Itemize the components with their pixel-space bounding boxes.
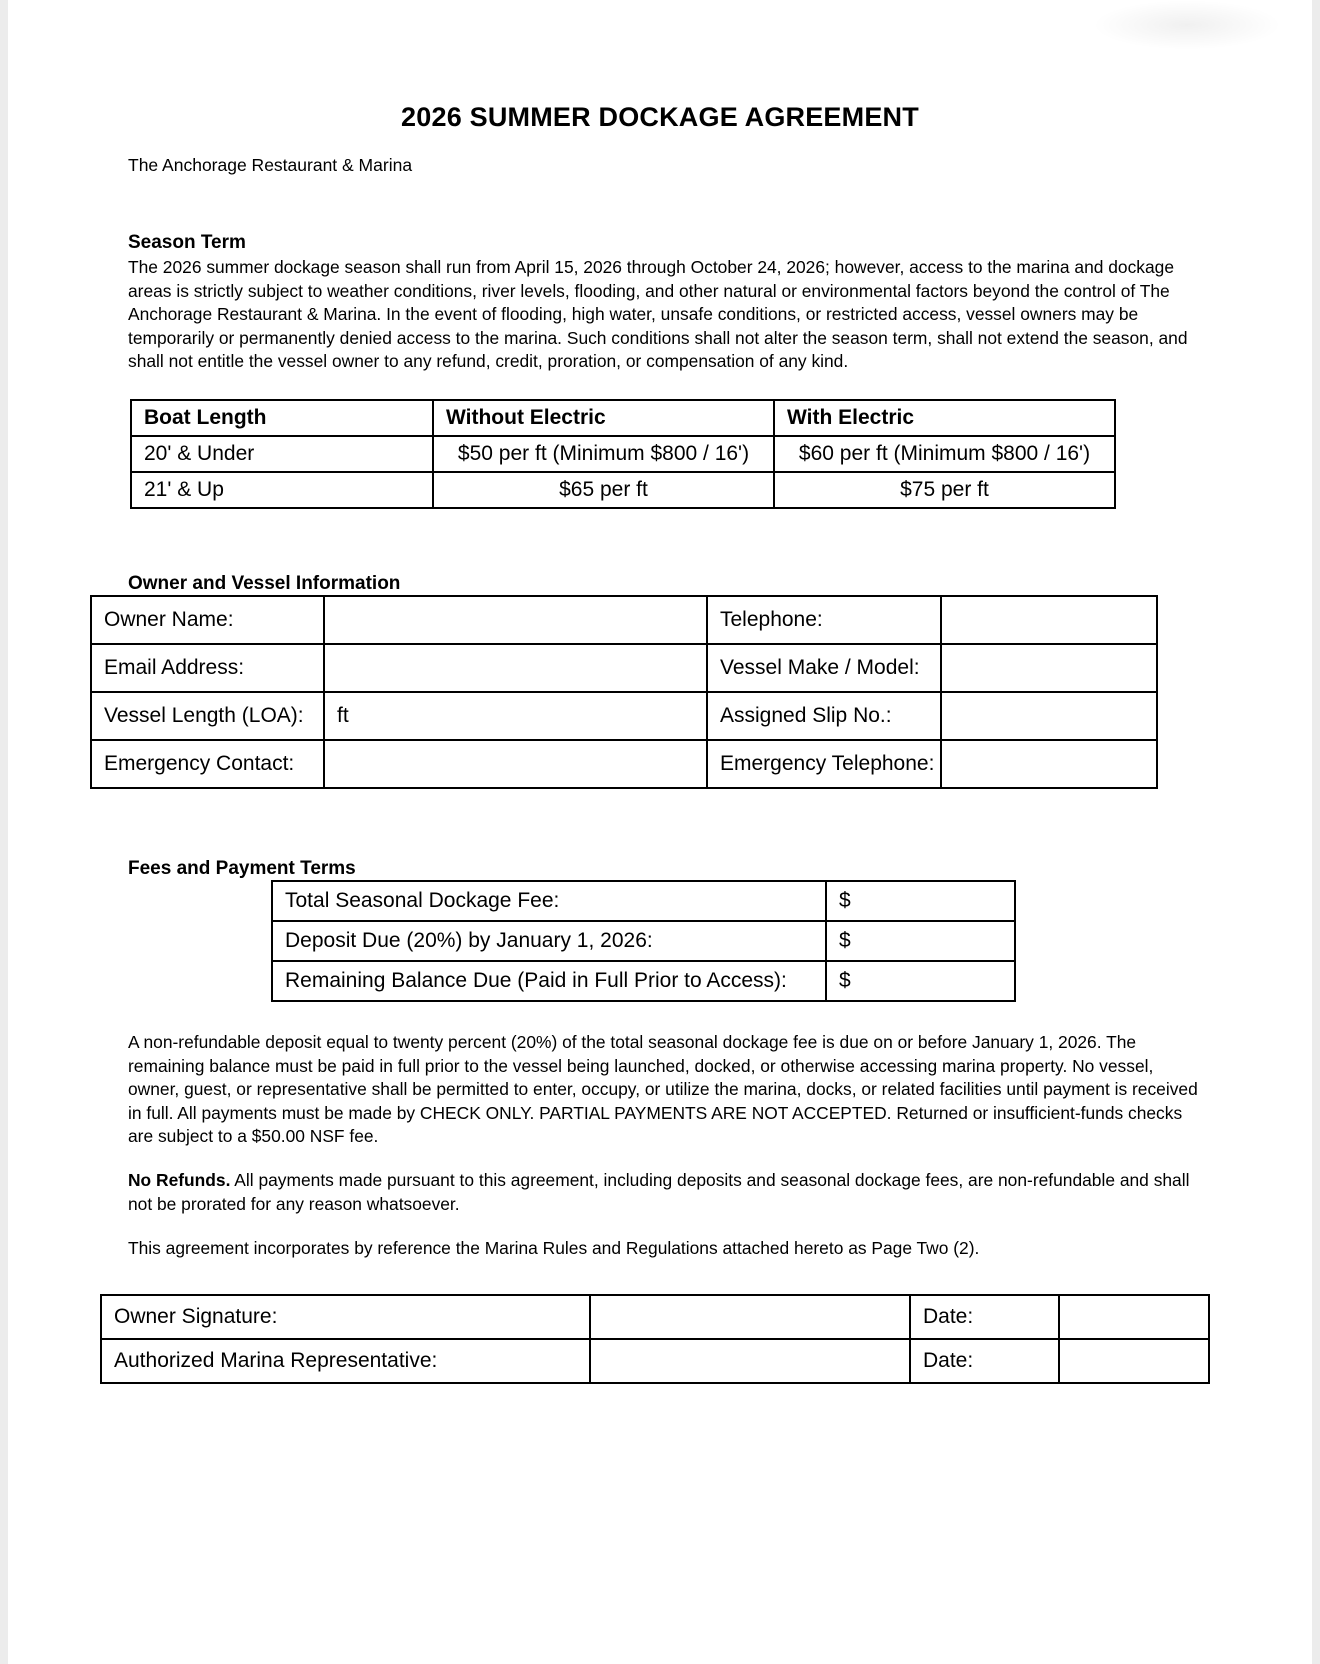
- signature-table: [100, 1294, 1210, 1384]
- owner-name-label: Owner Name:: [91, 596, 324, 644]
- remaining-balance-field[interactable]: $: [826, 961, 1015, 1001]
- emergency-telephone-label: Emergency Telephone:: [707, 740, 941, 788]
- rate-header-boat-length: Boat Length: [131, 400, 433, 436]
- telephone-label: Telephone:: [707, 596, 941, 644]
- deposit-due-field[interactable]: $: [826, 921, 1015, 961]
- deposit-due-label: Deposit Due (20%) by January 1, 2026:: [272, 921, 826, 961]
- fee-row: [272, 961, 1015, 1001]
- vessel-length-label: Vessel Length (LOA):: [91, 692, 324, 740]
- document-title: 2026 SUMMER DOCKAGE AGREEMENT: [401, 102, 919, 132]
- signature-row: [101, 1339, 1209, 1383]
- rate-cell-without-electric: $65 per ft: [433, 472, 774, 508]
- rate-table: [130, 399, 1116, 509]
- rate-cell-length: 21' & Up: [131, 472, 433, 508]
- emergency-telephone-field[interactable]: [941, 740, 1157, 788]
- owner-info-row: [91, 644, 1157, 692]
- owner-info-row: [91, 692, 1157, 740]
- season-term-text: The 2026 summer dockage season shall run from April 15, 2026 through October 24, 2026; however, access to the marina and dockage areas is strictly subject to weather conditions, river levels, flooding, and other natural or environmental factors beyond the control of The Anchorage Restaurant & Marina. In the event of flooding, high water, unsafe conditions, or restricted access, vessel owners may be temporarily or permanently denied access to the marina. Such conditions shall not alter the season term, shall not extend the season, and shall not entitle the vessel owner to any refund, credit, proration, or compensation of any kind.: [128, 257, 1188, 371]
- emergency-contact-label: Emergency Contact:: [91, 740, 324, 788]
- slip-number-label: Assigned Slip No.:: [707, 692, 941, 740]
- rate-cell-length: 20' & Under: [131, 436, 433, 472]
- owner-info-row: [91, 740, 1157, 788]
- signature-row: [101, 1295, 1209, 1339]
- fee-row: [272, 921, 1015, 961]
- rate-cell-without-electric: $50 per ft (Minimum $800 / 16'): [433, 436, 774, 472]
- emergency-contact-field[interactable]: [324, 740, 707, 788]
- vessel-length-field[interactable]: ft: [324, 692, 707, 740]
- total-fee-field[interactable]: $: [826, 881, 1015, 921]
- representative-date-label: Date:: [910, 1339, 1059, 1383]
- rate-header-without-electric: Without Electric: [433, 400, 774, 436]
- owner-info-row: [91, 596, 1157, 644]
- telephone-field[interactable]: [941, 596, 1157, 644]
- total-fee-label: Total Seasonal Dockage Fee:: [272, 881, 826, 921]
- email-label: Email Address:: [91, 644, 324, 692]
- rate-row: [131, 436, 1115, 472]
- owner-signature-label: Owner Signature:: [101, 1295, 590, 1339]
- no-refunds-label: No Refunds.: [128, 1170, 231, 1190]
- rate-cell-with-electric: $75 per ft: [774, 472, 1115, 508]
- owner-info-table: [90, 595, 1158, 789]
- organization-name: The Anchorage Restaurant & Marina: [128, 155, 413, 175]
- no-refunds-text: All payments made pursuant to this agreement, including deposits and seasonal dockage fees, are non-refundable and shall not be prorated for any reason whatsoever.: [128, 1170, 1190, 1214]
- fees-heading: Fees and Payment Terms: [128, 858, 356, 879]
- rate-table-header: [131, 400, 1115, 436]
- owner-name-field[interactable]: [324, 596, 707, 644]
- owner-signature-field[interactable]: [590, 1295, 910, 1339]
- vessel-make-model-field[interactable]: [941, 644, 1157, 692]
- page-shadow: [1092, 0, 1282, 50]
- owner-date-field[interactable]: [1059, 1295, 1209, 1339]
- fee-row: [272, 881, 1015, 921]
- season-term-heading: Season Term: [128, 232, 246, 253]
- representative-signature-field[interactable]: [590, 1339, 910, 1383]
- rate-row: [131, 472, 1115, 508]
- owner-date-label: Date:: [910, 1295, 1059, 1339]
- fees-table: [271, 880, 1016, 1002]
- document-page: [8, 0, 1312, 1664]
- remaining-balance-label: Remaining Balance Due (Paid in Full Prior to Access):: [272, 961, 826, 1001]
- owner-info-heading: Owner and Vessel Information: [128, 573, 401, 594]
- rate-cell-with-electric: $60 per ft (Minimum $800 / 16'): [774, 436, 1115, 472]
- representative-signature-label: Authorized Marina Representative:: [101, 1339, 590, 1383]
- email-field[interactable]: [324, 644, 707, 692]
- no-refunds-paragraph: [128, 1169, 1208, 1216]
- incorporation-text: This agreement incorporates by reference the Marina Rules and Regulations attached hereto as Page Two (2).: [128, 1238, 980, 1258]
- vessel-make-model-label: Vessel Make / Model:: [707, 644, 941, 692]
- payment-terms-text: A non-refundable deposit equal to twenty percent (20%) of the total seasonal dockage fee is due on or before January 1, 2026. The remaining balance must be paid in full prior to the vessel being launched, docked, or otherwise accessing marina property. No vessel, owner, guest, or representative shall be permitted to enter, occupy, or utilize the marina, docks, or related facilities until payment is received in full. All payments must be made by CHECK ONLY. PARTIAL PAYMENTS ARE NOT ACCEPTED. Returned or insufficient-funds checks are subject to a $50.00 NSF fee.: [128, 1032, 1198, 1146]
- slip-number-field[interactable]: [941, 692, 1157, 740]
- representative-date-field[interactable]: [1059, 1339, 1209, 1383]
- rate-header-with-electric: With Electric: [774, 400, 1115, 436]
